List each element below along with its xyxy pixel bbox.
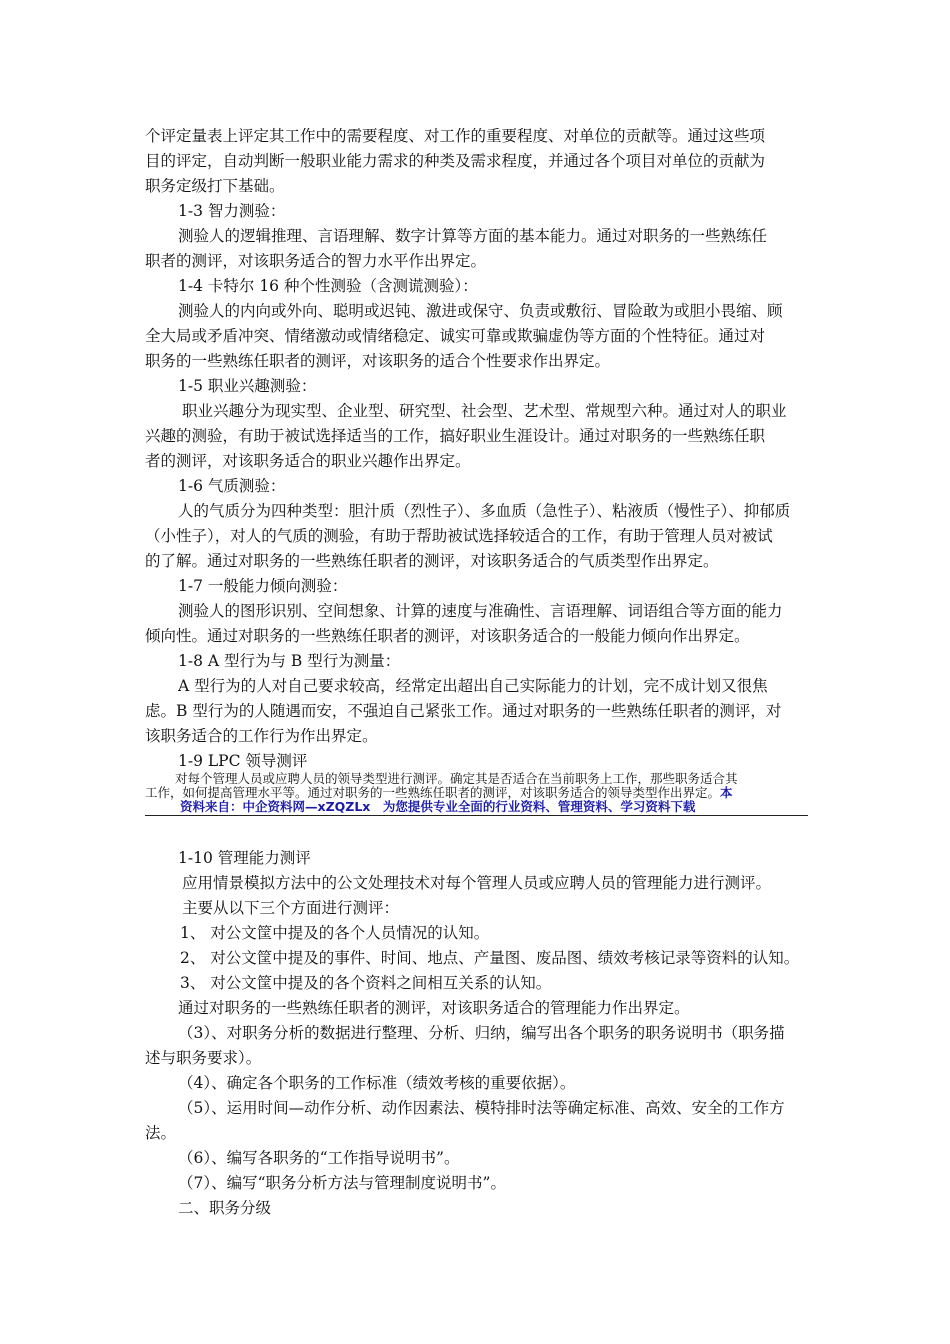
- section-heading: 1-9 LPC 领导测评: [178, 752, 308, 770]
- body-line: 该职务适合的工作行为作出界定。: [145, 727, 378, 745]
- body-line: 目的评定，自动判断一般职业能力需求的种类及需求程度，并通过各个项目对单位的贡献为: [145, 152, 766, 170]
- body-line: 职者的测评，对该职务适合的智力水平作出界定。: [145, 252, 487, 270]
- section-heading: 二、职务分级: [178, 1199, 272, 1217]
- body-line: 法。: [145, 1124, 177, 1142]
- body-line: 应用情景模拟方法中的公文处理技术对每个管理人员或应聘人员的管理能力进行测评。: [182, 874, 772, 892]
- body-line: （6）、编写各职务的“工作指导说明书”。: [178, 1149, 460, 1167]
- body-line: 个评定量表上评定其工作中的需要程度、对工作的重要程度、对单位的贡献等。通过这些项: [145, 127, 766, 145]
- section-heading: 1-10 管理能力测评: [178, 849, 311, 867]
- body-line: 者的测评，对该职务适合的职业兴趣作出界定。: [145, 452, 471, 470]
- body-line: （5）、运用时间—动作分析、动作因素法、模特排时法等确定标准、高效、安全的工作方: [178, 1099, 785, 1117]
- body-line: 测验人的图形识别、空间想象、计算的速度与准确性、言语理解、词语组合等方面的能力: [178, 602, 783, 620]
- section-heading: 1-5 职业兴趣测验：: [178, 377, 317, 395]
- body-line: 虑。B 型行为的人随遇而安，不强迫自己紧张工作。通过对职务的一些熟练任职者的测评，对: [145, 702, 782, 720]
- body-line: （4）、确定各个职务的工作标准（绩效考核的重要依据）。: [178, 1074, 576, 1092]
- body-line: 述与职务要求）。: [145, 1049, 262, 1067]
- body-line: （小性子），对人的气质的测验，有助于帮助被试选择较适合的工作，有助于管理人员对被试: [145, 527, 773, 545]
- footer-line: 对每个管理人员或应聘人员的领导类型进行测评。确定其是否适合在当前职务上工作，那些职务适合其: [175, 771, 738, 786]
- body-line: 通过对职务的一些熟练任职者的测评，对该职务适合的管理能力作出界定。: [178, 999, 690, 1017]
- footer-line: [145, 785, 810, 800]
- divider-rule: [145, 815, 808, 816]
- body-line: 倾向性。通过对职务的一些熟练任职者的测评，对该职务适合的一般能力倾向作出界定。: [145, 627, 750, 645]
- section-heading: 1-7 一般能力倾向测验：: [178, 577, 348, 595]
- list-item: 2、 对公文筐中提及的事件、时间、地点、产量图、废品图、绩效考核记录等资料的认知。: [180, 949, 800, 967]
- body-line: 人的气质分为四种类型：胆汁质（烈性子）、多血质（急性子）、粘液质（慢性子）、抑郁质: [178, 502, 791, 520]
- list-item: 1、 对公文筐中提及的各个人员情况的认知。: [180, 924, 490, 942]
- section-heading: 1-8 A 型行为与 B 型行为测量：: [178, 652, 401, 670]
- list-item: 3、 对公文筐中提及的各个资料之间相互关系的认知。: [180, 974, 552, 992]
- body-line: 兴趣的测验，有助于被试选择适当的工作，搞好职业生涯设计。通过对职务的一些熟练任职: [145, 427, 766, 445]
- body-line: （7）、编写“职务分析方法与管理制度说明书”。: [178, 1174, 506, 1192]
- body-line: 职务的一些熟练任职者的测评，对该职务的适合个性要求作出界定。: [145, 352, 611, 370]
- body-line: 测验人的逻辑推理、言语理解、数字计算等方面的基本能力。通过对职务的一些熟练任: [178, 227, 768, 245]
- footer-text: 工作，如何提高管理水平等。通过对职务的一些熟练任职者的测评，对该职务适合的领导类型作出界定。: [145, 785, 721, 800]
- body-line: 职务定级打下基础。: [145, 177, 285, 195]
- body-line: 的了解。通过对职务的一些熟练任职者的测评，对该职务适合的气质类型作出界定。: [145, 552, 719, 570]
- source-link[interactable]: 本: [720, 785, 733, 800]
- source-link[interactable]: 资料来自：中企资料网—xZQZLx 为您提供专业全面的行业资料、管理资料、学习资料下载: [180, 799, 696, 814]
- body-line: 主要从以下三个方面进行测评：: [182, 899, 400, 917]
- body-line: （3）、对职务分析的数据进行整理、分析、归纳，编写出各个职务的职务说明书（职务描: [178, 1024, 785, 1042]
- body-line: 全大局或矛盾冲突、情绪激动或情绪稳定、诚实可靠或欺骗虚伪等方面的个性特征。通过对: [145, 327, 766, 345]
- section-heading: 1-4 卡特尔 16 种个性测验（含测谎测验）：: [178, 277, 478, 295]
- section-heading: 1-3 智力测验：: [178, 202, 286, 220]
- body-line: A 型行为的人对自己要求较高，经常定出超出自己实际能力的计划，完不成计划又很焦: [178, 677, 768, 695]
- body-line: 测验人的内向或外向、聪明或迟钝、激进或保守、负责或敷衍、冒险敢为或胆小畏缩、顾: [178, 302, 783, 320]
- section-heading: 1-6 气质测验：: [178, 477, 286, 495]
- body-line: 职业兴趣分为现实型、企业型、研究型、社会型、艺术型、常规型六种。通过对人的职业: [182, 402, 787, 420]
